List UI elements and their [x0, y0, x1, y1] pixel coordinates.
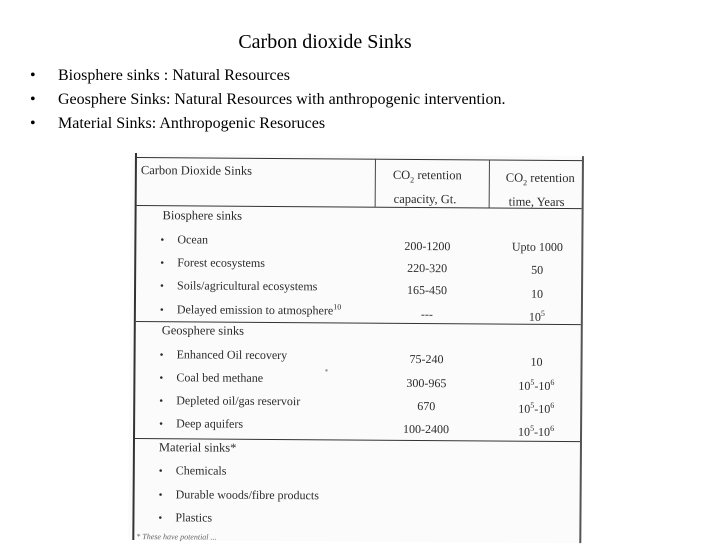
capacity-value: 165-450	[407, 282, 448, 298]
header-sinks: Carbon Dioxide Sinks	[140, 163, 253, 178]
table-row: • Chemicals	[158, 463, 227, 478]
capacity-value: 100-2400	[403, 421, 450, 437]
capacity-value: 300-965	[406, 375, 447, 391]
time-value: 50	[531, 262, 544, 277]
header-capacity-line2: capacity, Gt.	[393, 191, 457, 207]
time-value: $10^5-10^6$	[518, 400, 555, 416]
row-bullet-icon: •	[159, 418, 164, 431]
table-row: • Durable woods/fibre products	[158, 487, 319, 503]
bullet-item	[30, 114, 505, 138]
time-value: $10^5-10^6$	[518, 377, 555, 393]
time-value: 10	[530, 354, 543, 369]
table-row: • Soils/agricultural ecosystems	[160, 278, 318, 294]
capacity-value: 670	[417, 399, 436, 414]
row-bullet-icon: •	[158, 512, 163, 525]
table-row: • Plastics	[158, 510, 213, 525]
section-title-biosphere: Biosphere sinks	[162, 208, 243, 223]
header-time-line1: $CO_2$ retention	[505, 170, 575, 188]
table-row: • Ocean	[160, 232, 209, 247]
bullet-text: Material Sinks: Anthropogenic Resoruces	[58, 115, 326, 132]
scan-speck	[325, 369, 327, 371]
table-row: • Depleted oil/gas reservoir	[159, 393, 301, 409]
capacity-value: 200-1200	[404, 238, 451, 254]
table-row: • Delayed emission to atmosphere$^{10}$	[159, 302, 342, 318]
row-bullet-icon: •	[160, 234, 165, 247]
header-capacity-line1: $CO_2$ retention	[392, 167, 462, 185]
scanned-table	[128, 153, 584, 543]
bullet-text: Biosphere sinks : Natural Resources	[58, 67, 290, 84]
time-value: Upto 1000	[511, 239, 563, 255]
table-column-divider	[489, 159, 491, 207]
slide-title: Carbon dioxide Sinks	[238, 31, 412, 53]
table-row: • Coal bed methane	[159, 370, 264, 385]
table-border-left	[132, 153, 136, 540]
row-bullet-icon: •	[159, 349, 164, 362]
bullet-text: Geosphere Sinks: Natural Resources with anthropogenic intervention.	[58, 91, 506, 108]
table-row: • Deep aquifers	[159, 416, 244, 431]
row-bullet-icon: •	[160, 257, 165, 270]
row-bullet-icon: •	[159, 395, 164, 408]
bullet-item	[30, 66, 505, 90]
bullet-icon: •	[30, 91, 36, 108]
time-value: 10	[530, 286, 544, 301]
time-value: $10^5$	[528, 308, 545, 324]
row-bullet-icon: •	[158, 489, 163, 502]
header-time-line2: time, Years	[508, 194, 565, 210]
table-footnote: * These have potential ...	[136, 532, 217, 542]
capacity-value: 75-240	[409, 351, 444, 367]
table-row: • Forest ecosystems	[160, 255, 265, 270]
capacity-value: 220-320	[407, 260, 448, 276]
row-bullet-icon: •	[159, 304, 164, 317]
bullet-list	[30, 66, 505, 138]
bullet-item	[30, 90, 505, 114]
row-bullet-icon: •	[158, 465, 163, 478]
table-border-right	[579, 156, 583, 543]
table-row: • Enhanced Oil recovery	[159, 347, 288, 363]
section-title-material: Material sinks*	[158, 440, 237, 455]
row-bullet-icon: •	[160, 280, 164, 293]
time-value: $10^5-10^6$	[518, 423, 555, 439]
table-column-divider	[375, 159, 377, 207]
bullet-icon: •	[30, 115, 36, 132]
table-rule	[137, 157, 582, 161]
capacity-value: ---	[420, 307, 433, 322]
bullet-icon: •	[30, 67, 36, 84]
section-title-geosphere: Geosphere sinks	[161, 323, 245, 338]
row-bullet-icon: •	[159, 372, 164, 385]
